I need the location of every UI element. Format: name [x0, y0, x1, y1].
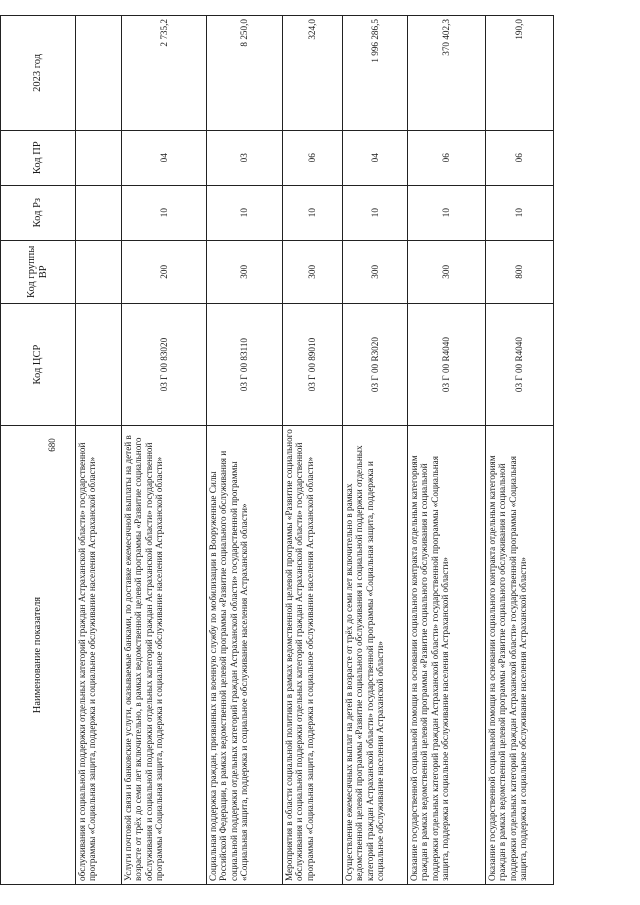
header-pr: Код ПР [1, 130, 76, 185]
row-pr: 04 [343, 130, 408, 185]
row-value: 1 996 286,5 [343, 16, 408, 131]
budget-table [0, 15, 554, 885]
row-csr: 03 Г 00 R4040 [486, 304, 554, 426]
page-number: 680 [47, 438, 57, 452]
row-pr: 06 [283, 130, 343, 185]
row-name: Услуги почтовой связи и банковские услуги, оказываемые банками, по доставке ежемесячной выплаты на детей в возрасте от трёх до семи лет включительно, в рамках ведомственной целевой программы «Развитие социального обслуживания и социальной поддержки отдельных категорий граждан Астраханской области» государственной программы «Социальная защита, поддержка и социальное обслуживание населения Астраханской области» [122, 426, 207, 885]
row-value: 324,0 [283, 16, 343, 131]
row-vr: 200 [122, 240, 207, 303]
row-rz: 10 [408, 185, 486, 240]
row-name: Оказание государственной социальной помощи на основании социального контракта отдельным категориям граждан в рамках ведомственной целевой программы «Развитие социального обслуживания и социальной поддержки отдельных категорий граждан Астраханской области» государственной программы «Социальная защита, поддержка и социальное обслуживание населения Астраханской области» [486, 426, 554, 885]
table-row [207, 16, 283, 885]
header-name: Наименование показателя [1, 426, 76, 885]
table-row [408, 16, 486, 885]
row-csr [76, 304, 122, 426]
header-year: 2023 год [1, 16, 76, 131]
row-csr: 03 Г 00 83020 [122, 304, 207, 426]
row-csr: 03 Г 00 83110 [207, 304, 283, 426]
row-vr: 300 [283, 240, 343, 303]
header-csr: Код ЦСР [1, 304, 76, 426]
row-pr: 04 [122, 130, 207, 185]
row-vr: 300 [207, 240, 283, 303]
row-rz [76, 185, 122, 240]
row-rz: 10 [283, 185, 343, 240]
row-name: Осуществление ежемесячных выплат на детей в возрасте от трёх до семи лет включительно в рамках ведомственной целевой программы «Развитие социального обслуживания и социальной поддержки отдельных категорий граждан Астраханской области» государственной программы «Социальная защита, поддержка и социальное обслуживание населения Астраханской области» [343, 426, 408, 885]
header-row [1, 16, 76, 885]
row-name: Социальная поддержка граждан, призванных на военную службу по мобилизации в Вооруженные Силы Российской Федерации, в рамках ведомственной целевой программы «Развитие социального обслуживания и социальной поддержки отдельных категорий граждан Астраханской области» государственной программы «Социальная защита, поддержка и социальное обслуживание населения Астраханской области» [207, 426, 283, 885]
row-rz: 10 [207, 185, 283, 240]
row-csr: 03 Г 00 89010 [283, 304, 343, 426]
table-row [283, 16, 343, 885]
row-pr: 03 [207, 130, 283, 185]
header-vr: Код группы ВР [1, 240, 76, 303]
row-value: 370 402,3 [408, 16, 486, 131]
rotated-table-container [0, 15, 529, 885]
row-csr: 03 Г 00 R4040 [408, 304, 486, 426]
table-row [76, 16, 122, 885]
row-rz: 10 [486, 185, 554, 240]
row-rz: 10 [343, 185, 408, 240]
header-rz: Код Рз [1, 185, 76, 240]
row-name: Мероприятия в области социальной политики в рамках ведомственной целевой программы «Развитие социального обслуживания и социальной поддержки отдельных категорий граждан Астраханской области» государственной программы «Социальная защита, поддержка и социальное обслуживание населения Астраханской области» [283, 426, 343, 885]
row-pr: 06 [486, 130, 554, 185]
row-vr: 800 [486, 240, 554, 303]
row-vr [76, 240, 122, 303]
table-row [122, 16, 207, 885]
row-value: 190,0 [486, 16, 554, 131]
row-vr: 300 [408, 240, 486, 303]
row-name: обслуживания и социальной поддержки отдельных категорий граждан Астраханской области» государственной программы «Социальная защита, поддержка и социальное обслуживание населения Астраханской области» [76, 426, 122, 885]
row-value [76, 16, 122, 131]
table-row [486, 16, 554, 885]
row-value: 8 250,0 [207, 16, 283, 131]
row-rz: 10 [122, 185, 207, 240]
row-value: 2 735,2 [122, 16, 207, 131]
row-name: Оказание государственной социальной помощи на основании социального контракта отдельным категориям граждан в рамках ведомственной целевой программы «Развитие социального обслуживания и социальной поддержки отдельных категорий граждан Астраханской области» государственной программы «Социальная защита, поддержка и социальное обслуживание населения Астраханской области» [408, 426, 486, 885]
table-row [343, 16, 408, 885]
row-vr: 300 [343, 240, 408, 303]
row-csr: 03 Г 00 R3020 [343, 304, 408, 426]
row-pr: 06 [408, 130, 486, 185]
row-pr [76, 130, 122, 185]
